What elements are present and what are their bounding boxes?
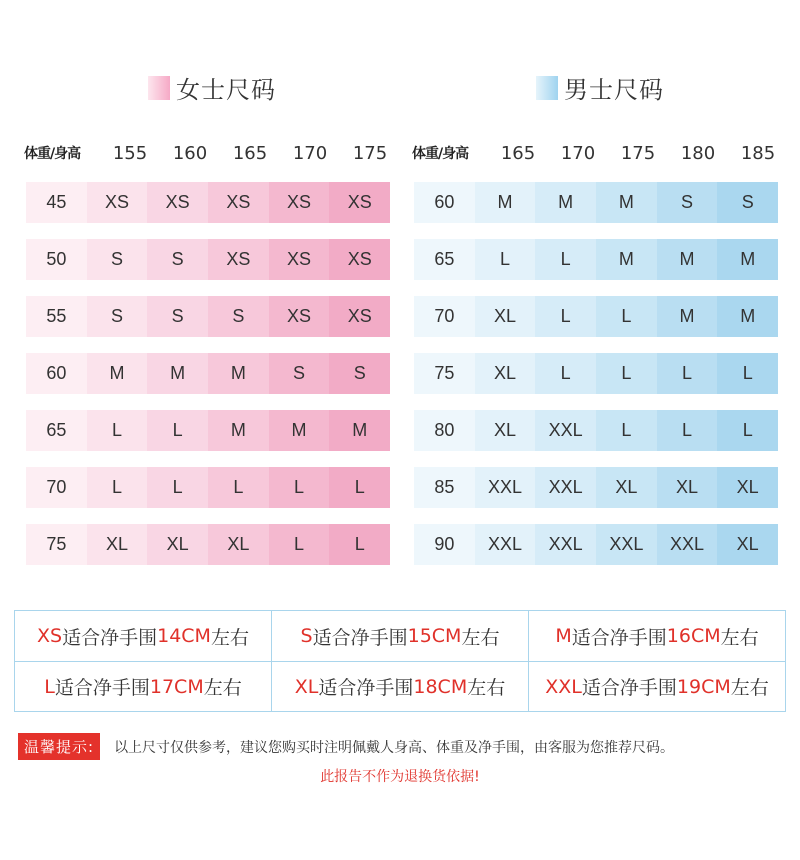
- fit-size: S: [300, 625, 313, 647]
- fit-row: [15, 611, 785, 661]
- fit-size: XS: [37, 625, 63, 647]
- men-size-table: [408, 140, 788, 581]
- women-title: [148, 70, 276, 105]
- size-cell: XS: [269, 182, 330, 223]
- corner-label: 体重/身高: [412, 146, 469, 162]
- size-cell: XXL: [535, 410, 596, 451]
- fit-text: 适合净手围: [581, 677, 677, 699]
- height-header: 175: [620, 142, 656, 164]
- fit-cm: 14CM: [157, 625, 211, 647]
- weight-cell: 70: [26, 467, 87, 508]
- table-row: [414, 524, 778, 565]
- weight-cell: 80: [414, 410, 475, 451]
- height-header: 165: [232, 142, 268, 164]
- height-header: 170: [560, 142, 596, 164]
- height-header: 170: [292, 142, 328, 164]
- size-cell: XS: [147, 182, 208, 223]
- fit-suffix: 左右: [730, 677, 769, 699]
- size-cell: XS: [329, 239, 390, 280]
- size-cell: XL: [717, 467, 778, 508]
- fit-text: 适合净手围: [318, 677, 414, 699]
- fit-cell: [271, 662, 528, 711]
- size-cell: XL: [717, 524, 778, 565]
- fit-suffix: 左右: [461, 626, 500, 649]
- fit-suffix: 左右: [203, 677, 242, 699]
- size-cell: XL: [208, 524, 269, 565]
- size-cell: M: [657, 239, 718, 280]
- weight-cell: 45: [26, 182, 87, 223]
- size-cell: S: [208, 296, 269, 337]
- men-title: [536, 70, 664, 105]
- size-cell: XXL: [535, 467, 596, 508]
- size-cell: L: [147, 410, 208, 451]
- corner-label: 体重/身高: [24, 146, 81, 162]
- fit-cm: 15CM: [407, 625, 462, 647]
- table-header: [408, 140, 788, 166]
- size-cell: M: [596, 182, 657, 223]
- size-cell: L: [87, 467, 148, 508]
- women-title-text: 女士尺码: [176, 76, 276, 104]
- fit-cell: [15, 662, 271, 711]
- size-cell: XL: [475, 353, 536, 394]
- size-cell: M: [596, 239, 657, 280]
- size-cell: M: [147, 353, 208, 394]
- size-cell: S: [147, 296, 208, 337]
- size-cell: M: [475, 182, 536, 223]
- size-cell: L: [535, 239, 596, 280]
- height-header: 165: [500, 142, 536, 164]
- height-header: 185: [740, 142, 776, 164]
- size-cell: L: [147, 467, 208, 508]
- wrist-fit-table: [14, 610, 786, 712]
- table-row: [26, 182, 390, 223]
- size-cell: XS: [269, 296, 330, 337]
- size-cell: L: [657, 353, 718, 394]
- size-cell: L: [657, 410, 718, 451]
- height-header: 180: [680, 142, 716, 164]
- size-cell: M: [208, 410, 269, 451]
- size-cell: L: [329, 524, 390, 565]
- weight-cell: 65: [26, 410, 87, 451]
- size-cell: L: [535, 353, 596, 394]
- size-cell: M: [535, 182, 596, 223]
- size-cell: L: [535, 296, 596, 337]
- size-cell: XL: [596, 467, 657, 508]
- size-cell: XXL: [596, 524, 657, 565]
- table-header: [20, 140, 400, 166]
- size-cell: XS: [269, 239, 330, 280]
- size-cell: L: [596, 353, 657, 394]
- tip: [18, 733, 674, 760]
- warning-text: 此报告不作为退换货依据!: [320, 769, 480, 785]
- size-cell: M: [717, 296, 778, 337]
- weight-cell: 60: [26, 353, 87, 394]
- height-header: 155: [112, 142, 148, 164]
- fit-suffix: 左右: [467, 677, 506, 699]
- weight-cell: 90: [414, 524, 475, 565]
- weight-cell: 70: [414, 296, 475, 337]
- size-cell: L: [717, 353, 778, 394]
- table-row: [414, 182, 778, 223]
- height-header: 160: [172, 142, 208, 164]
- size-cell: L: [717, 410, 778, 451]
- table-row: [414, 467, 778, 508]
- size-cell: S: [717, 182, 778, 223]
- weight-cell: 55: [26, 296, 87, 337]
- size-cell: L: [596, 410, 657, 451]
- weight-cell: 50: [26, 239, 87, 280]
- fit-cell: [271, 611, 528, 661]
- size-cell: XL: [475, 296, 536, 337]
- size-cell: XL: [657, 467, 718, 508]
- size-cell: L: [269, 524, 330, 565]
- fit-suffix: 左右: [720, 626, 759, 649]
- fit-size: XXL: [545, 675, 582, 698]
- fit-row: [15, 661, 785, 711]
- women-size-table: [20, 140, 400, 581]
- table-row: [414, 239, 778, 280]
- fit-cm: 16CM: [666, 625, 721, 647]
- table-row: [26, 524, 390, 565]
- blue-swatch-icon: [536, 76, 558, 100]
- size-cell: M: [87, 353, 148, 394]
- size-cell: M: [657, 296, 718, 337]
- table-row: [26, 467, 390, 508]
- fit-cm: 18CM: [413, 675, 468, 698]
- size-cell: M: [717, 239, 778, 280]
- size-cell: S: [147, 239, 208, 280]
- fit-cell: [15, 611, 271, 661]
- table-row: [414, 353, 778, 394]
- fit-size: L: [44, 675, 55, 698]
- size-cell: L: [329, 467, 390, 508]
- size-cell: XS: [208, 239, 269, 280]
- weight-cell: 60: [414, 182, 475, 223]
- size-cell: S: [87, 296, 148, 337]
- men-title-text: 男士尺码: [564, 76, 664, 104]
- table-row: [26, 353, 390, 394]
- tip-text: 以上尺寸仅供参考，建议您购买时注明佩戴人身高、体重及净手围，由客服为您推荐尺码。: [114, 739, 675, 756]
- size-cell: M: [208, 353, 269, 394]
- size-cell: XXL: [657, 524, 718, 565]
- size-cell: S: [329, 353, 390, 394]
- fit-cell: [528, 662, 785, 711]
- size-cell: XXL: [475, 524, 536, 565]
- weight-cell: 75: [26, 524, 87, 565]
- table-row: [26, 239, 390, 280]
- weight-cell: 65: [414, 239, 475, 280]
- size-cell: M: [269, 410, 330, 451]
- size-cell: XS: [329, 182, 390, 223]
- weight-cell: 75: [414, 353, 475, 394]
- fit-text: 适合净手围: [312, 626, 408, 649]
- fit-size: M: [555, 625, 572, 647]
- size-cell: L: [475, 239, 536, 280]
- fit-size: XL: [294, 675, 319, 698]
- size-cell: XS: [87, 182, 148, 223]
- fit-cell: [528, 611, 785, 661]
- size-cell: L: [87, 410, 148, 451]
- fit-suffix: 左右: [210, 626, 249, 649]
- table-row: [414, 296, 778, 337]
- size-cell: L: [596, 296, 657, 337]
- table-row: [26, 296, 390, 337]
- size-cell: XXL: [475, 467, 536, 508]
- fit-text: 适合净手围: [62, 626, 158, 649]
- table-row: [414, 410, 778, 451]
- size-cell: XXL: [535, 524, 596, 565]
- size-cell: XS: [208, 182, 269, 223]
- size-cell: XL: [87, 524, 148, 565]
- size-cell: L: [269, 467, 330, 508]
- height-header: 175: [352, 142, 388, 164]
- fit-cm: 19CM: [676, 675, 731, 698]
- tip-badge: 温馨提示:: [18, 733, 100, 760]
- size-cell: M: [329, 410, 390, 451]
- size-cell: L: [208, 467, 269, 508]
- size-cell: S: [87, 239, 148, 280]
- size-cell: XL: [147, 524, 208, 565]
- fit-text: 适合净手围: [54, 677, 150, 699]
- fit-text: 适合净手围: [571, 626, 667, 649]
- weight-cell: 85: [414, 467, 475, 508]
- size-cell: S: [269, 353, 330, 394]
- size-cell: XS: [329, 296, 390, 337]
- size-cell: S: [657, 182, 718, 223]
- fit-cm: 17CM: [149, 675, 204, 698]
- size-cell: XL: [475, 410, 536, 451]
- table-row: [26, 410, 390, 451]
- pink-swatch-icon: [148, 76, 170, 100]
